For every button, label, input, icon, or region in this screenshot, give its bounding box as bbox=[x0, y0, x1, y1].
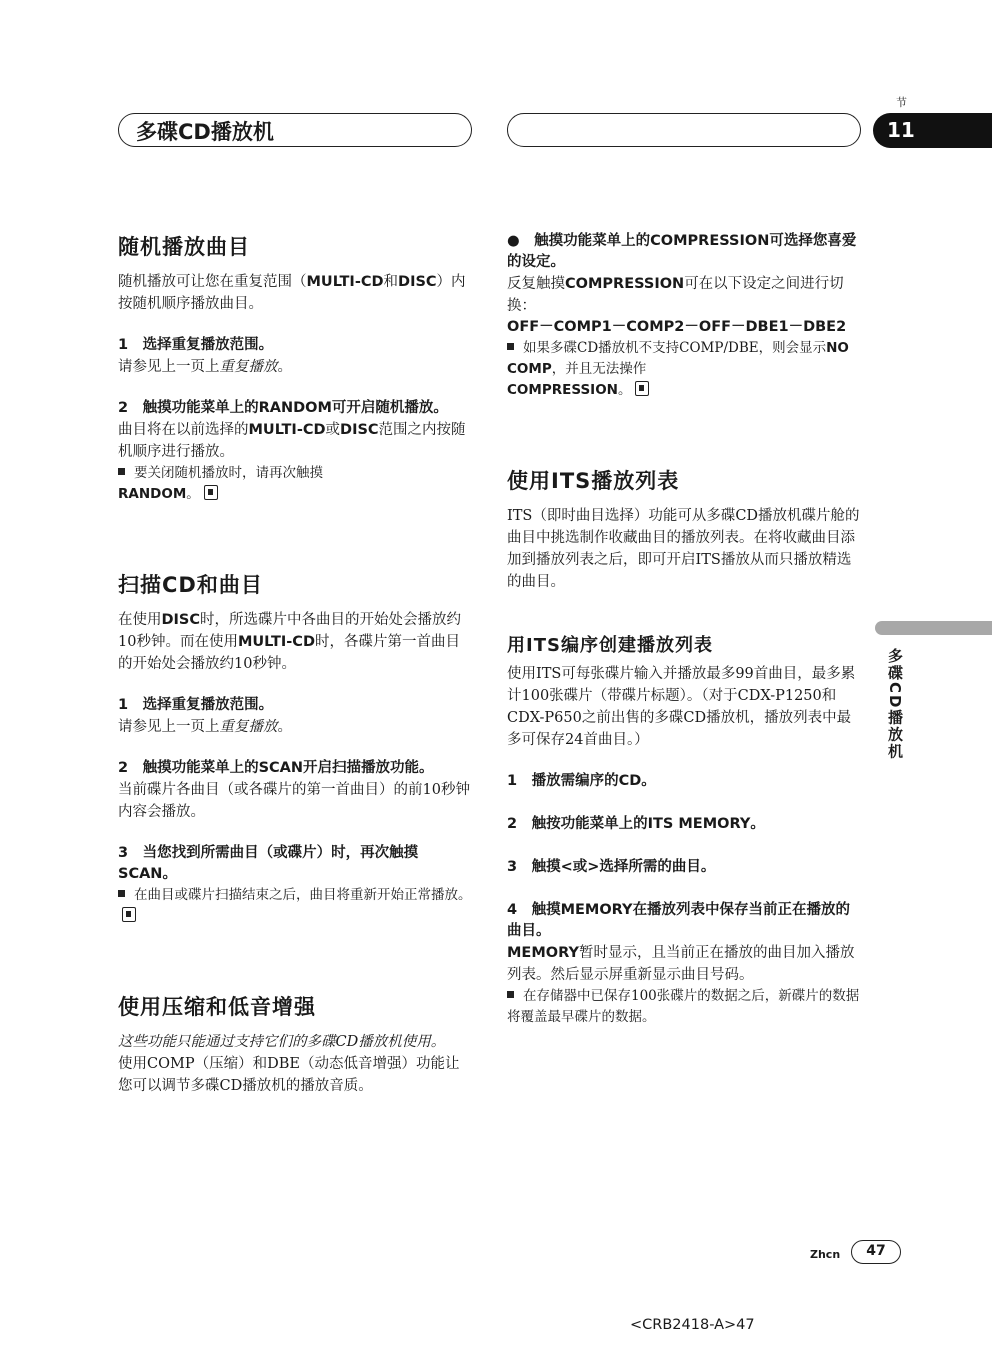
compression-sequence: OFF－COMP1－COMP2－OFF－DBE1－DBE2 bbox=[507, 319, 847, 335]
random-note: 要关闭随机播放时，请再次触摸 RANDOM。 bbox=[118, 465, 323, 502]
left-column bbox=[118, 231, 473, 1097]
scan-step-1: 1 选择重复播放范围。 bbox=[118, 697, 274, 713]
its-step-4-text: MEMORY暂时显示，且当前正在播放的曲目加入播放列表。然后显示屏重新显示曲目号码。 bbox=[507, 945, 855, 983]
side-tab-label: 多碟CD播放机 bbox=[886, 648, 904, 761]
end-mark-icon bbox=[635, 381, 649, 396]
compression-text: 反复触摸COMPRESSION可在以下设定之间进行切换： bbox=[507, 276, 844, 314]
scan-step-2-text: 当前碟片各曲目（或各碟片的第一首曲目）的前10秒钟内容会播放。 bbox=[118, 782, 470, 820]
compression-step: ● 触摸功能菜单上的COMPRESSION可选择您喜爱的设定。 bbox=[507, 233, 857, 270]
its-note: 在存储器中已保存100张碟片的数据之后，新碟片的数据将覆盖最早碟片的数据。 bbox=[507, 988, 860, 1025]
compression-note: 如果多碟CD播放机不支持COMP/DBE，则会显示NO COMP，并且无法操作 COMPRESSION。 bbox=[507, 340, 849, 398]
end-mark-icon bbox=[204, 485, 218, 500]
its-step-4: 4 触摸MEMORY在播放列表中保存当前正在播放的曲目。 bbox=[507, 902, 851, 939]
section-label: 节 bbox=[896, 96, 907, 109]
section-title-its: 使用ITS播放列表 bbox=[507, 469, 680, 493]
end-mark-icon bbox=[122, 907, 136, 922]
section-title-compression: 使用压缩和低音增强 bbox=[118, 995, 316, 1019]
scan-step-2: 2 触摸功能菜单上的SCAN开启扫描播放功能。 bbox=[118, 760, 434, 776]
scan-intro: 在使用DISC时，所选碟片中各曲目的开始处会播放约10秒钟。而在使用MULTI-CD时，各碟片第一首曲目的开始处会播放约10秒钟。 bbox=[118, 612, 462, 672]
its-intro: ITS（即时曲目选择）功能可从多碟CD播放机碟片舱的曲目中挑选制作收藏曲目的播放列表。在将收藏曲目添加到播放列表之后，即可开启ITS播放从而只播放精选的曲目。 bbox=[507, 508, 860, 590]
bullet-square-icon bbox=[507, 991, 514, 998]
header-title: 多碟CD播放机 bbox=[136, 120, 274, 144]
its-step-3: 3 触摸<或>选择所需的曲目。 bbox=[507, 859, 716, 875]
its-step-2: 2 触按功能菜单上的ITS MEMORY。 bbox=[507, 816, 765, 832]
section-title-random: 随机播放曲目 bbox=[118, 235, 250, 259]
section-number: 11 bbox=[873, 113, 992, 148]
footer-page-number: 47 bbox=[851, 1240, 901, 1264]
random-step-2-text: 曲目将在以前选择的MULTI-CD或DISC范围之内按随机顺序进行播放。 bbox=[118, 422, 466, 460]
compression-intro: 使用COMP（压缩）和DBE（动态低音增强）功能让您可以调节多碟CD播放机的播放音质。 bbox=[118, 1056, 460, 1094]
random-step-1: 1 选择重复播放范围。 bbox=[118, 337, 274, 353]
scan-step-1-text: 请参见上一页上重复播放。 bbox=[118, 719, 292, 735]
header-right-pill bbox=[507, 113, 861, 147]
compression-italic-note: 这些功能只能通过支持它们的多碟CD播放机使用。 bbox=[118, 1034, 446, 1050]
its-step-1: 1 播放需编序的CD。 bbox=[507, 773, 656, 789]
side-tab-marker bbox=[875, 621, 992, 635]
section-title-scan: 扫描CD和曲目 bbox=[118, 573, 263, 597]
scan-step-3: 3 当您找到所需曲目（或碟片）时，再次触摸SCAN。 bbox=[118, 845, 419, 882]
footer-language: Zhcn bbox=[810, 1248, 841, 1261]
random-intro: 随机播放可让您在重复范围（MULTI-CD和DISC）内按随机顺序播放曲目。 bbox=[118, 274, 466, 312]
bullet-square-icon bbox=[118, 468, 125, 475]
scan-note: 在曲目或碟片扫描结束之后，曲目将重新开始正常播放。 bbox=[118, 885, 473, 927]
random-step-1-text: 请参见上一页上重复播放。 bbox=[118, 359, 292, 375]
its-program-intro: 使用ITS可每张碟片输入并播放最多99首曲目，最多累计100张碟片（带碟片标题）。（对于CDX-P1250和CDX-P650之前出售的多碟CD播放机，播放列表中最多可保存24首曲目。） bbox=[507, 666, 856, 748]
bullet-square-icon bbox=[118, 890, 125, 897]
bullet-square-icon bbox=[507, 343, 514, 350]
right-column bbox=[507, 231, 862, 1028]
section-title-its-program: 用ITS编序创建播放列表 bbox=[507, 635, 713, 656]
random-step-2: 2 触摸功能菜单上的RANDOM可开启随机播放。 bbox=[118, 400, 448, 416]
footer-code: <CRB2418-A>47 bbox=[630, 1317, 755, 1333]
